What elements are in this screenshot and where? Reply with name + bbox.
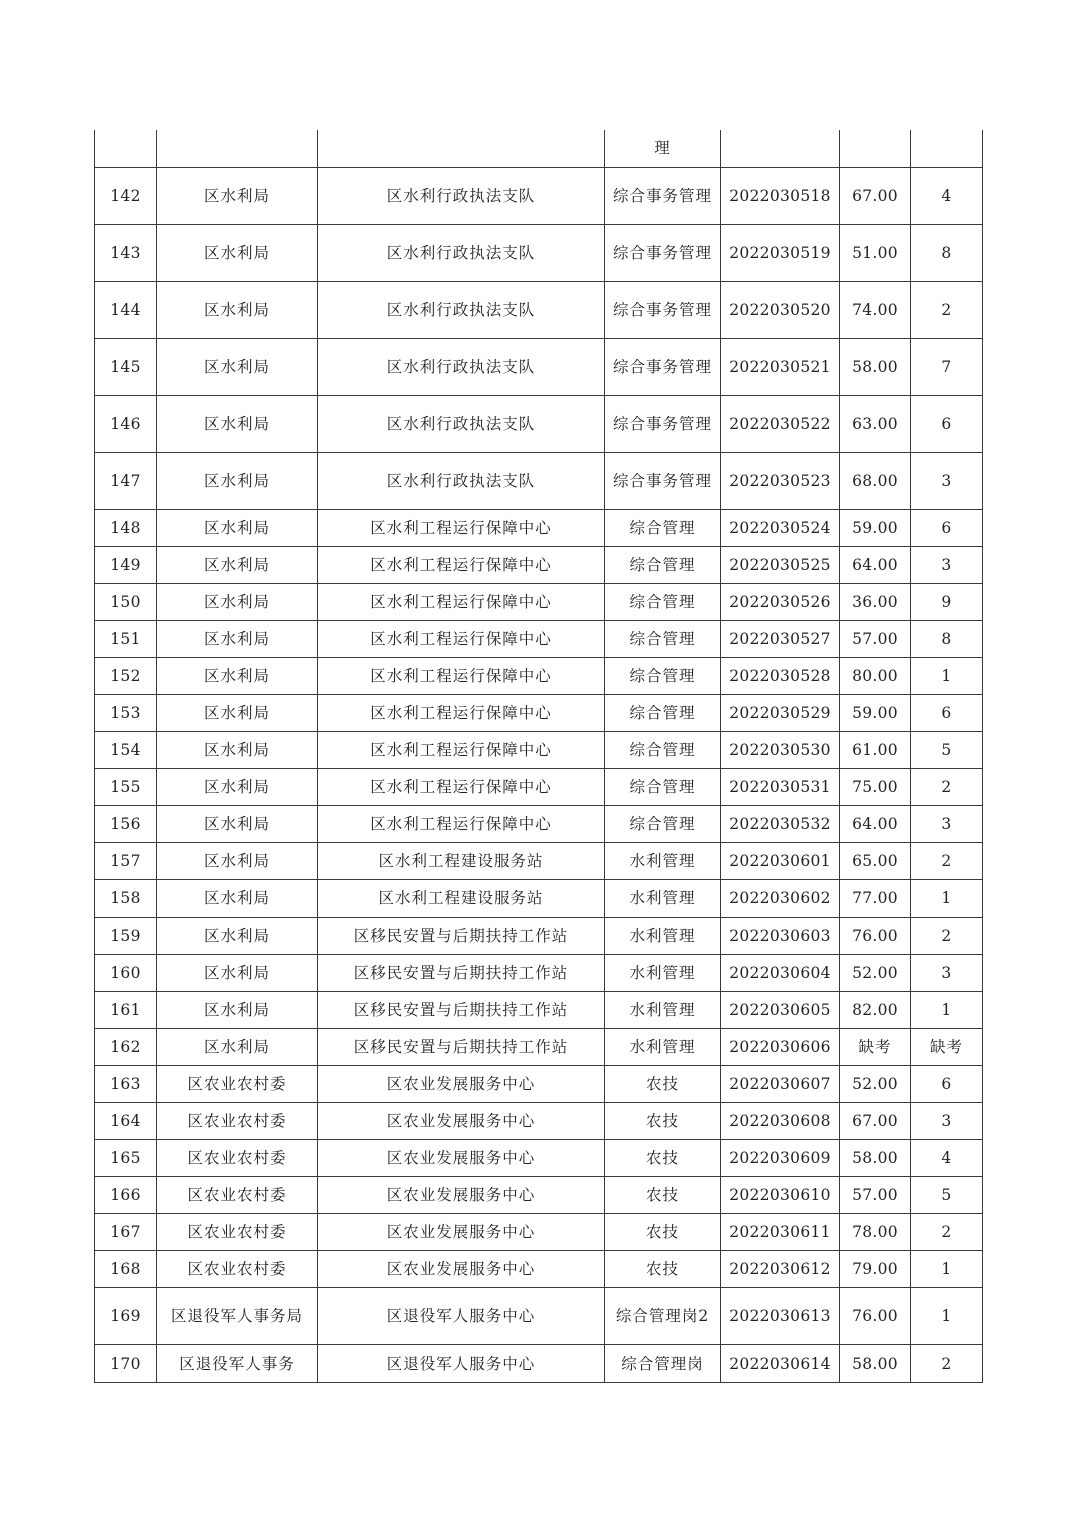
ticket-cell: 2022030607 (721, 1065, 840, 1102)
unit-cell: 区移民安置与后期扶持工作站 (318, 917, 605, 954)
dept-cell: 区水利局 (157, 917, 318, 954)
position-cell: 农技 (605, 1103, 721, 1140)
seq-cell: 167 (95, 1214, 157, 1251)
score-cell: 61.00 (840, 732, 911, 769)
seq-cell (95, 130, 157, 167)
position-cell: 水利管理 (605, 843, 721, 880)
position-cell: 农技 (605, 1140, 721, 1177)
unit-cell: 区水利工程运行保障中心 (318, 509, 605, 546)
dept-cell: 区水利局 (157, 1028, 318, 1065)
table-row (95, 338, 983, 395)
score-cell: 58.00 (840, 1345, 911, 1382)
unit-cell: 区移民安置与后期扶持工作站 (318, 954, 605, 991)
unit-cell: 区农业发展服务中心 (318, 1140, 605, 1177)
table-row (95, 1345, 983, 1382)
rank-cell: 1 (911, 991, 983, 1028)
position-cell: 综合事务管理 (605, 167, 721, 224)
seq-cell: 162 (95, 1028, 157, 1065)
continuation-row (95, 130, 983, 167)
score-cell: 64.00 (840, 546, 911, 583)
ticket-cell: 2022030604 (721, 954, 840, 991)
position-cell: 综合管理 (605, 694, 721, 731)
ticket-cell: 2022030610 (721, 1177, 840, 1214)
table-row (95, 281, 983, 338)
results-table (94, 130, 983, 1383)
dept-cell: 区水利局 (157, 281, 318, 338)
position-cell: 综合事务管理 (605, 224, 721, 281)
table-row (95, 1028, 983, 1065)
seq-cell: 161 (95, 991, 157, 1028)
table-row (95, 843, 983, 880)
table-row (95, 1065, 983, 1102)
seq-cell: 145 (95, 338, 157, 395)
score-cell: 80.00 (840, 657, 911, 694)
score-cell: 57.00 (840, 1177, 911, 1214)
unit-cell: 区退役军人服务中心 (318, 1288, 605, 1345)
rank-cell: 8 (911, 224, 983, 281)
score-cell: 36.00 (840, 583, 911, 620)
ticket-cell: 2022030613 (721, 1288, 840, 1345)
seq-cell: 151 (95, 620, 157, 657)
unit-cell: 区水利工程运行保障中心 (318, 732, 605, 769)
seq-cell: 146 (95, 395, 157, 452)
dept-cell: 区水利局 (157, 509, 318, 546)
position-cell: 理 (605, 130, 721, 167)
score-cell: 59.00 (840, 694, 911, 731)
score-cell: 77.00 (840, 880, 911, 917)
score-cell: 67.00 (840, 1103, 911, 1140)
unit-cell: 区水利行政执法支队 (318, 224, 605, 281)
rank-cell: 7 (911, 338, 983, 395)
rank-cell: 2 (911, 843, 983, 880)
position-cell: 综合管理 (605, 732, 721, 769)
dept-cell: 区水利局 (157, 224, 318, 281)
ticket-cell: 2022030524 (721, 509, 840, 546)
seq-cell: 170 (95, 1345, 157, 1382)
rank-cell: 1 (911, 1251, 983, 1288)
dept-cell: 区退役军人事务局 (157, 1288, 318, 1345)
ticket-cell: 2022030614 (721, 1345, 840, 1382)
position-cell: 综合管理岗2 (605, 1288, 721, 1345)
unit-cell: 区水利行政执法支队 (318, 167, 605, 224)
dept-cell (157, 130, 318, 167)
ticket-cell: 2022030531 (721, 769, 840, 806)
unit-cell: 区移民安置与后期扶持工作站 (318, 991, 605, 1028)
table-row (95, 769, 983, 806)
rank-cell: 3 (911, 954, 983, 991)
rank-cell: 2 (911, 1214, 983, 1251)
unit-cell (318, 130, 605, 167)
rank-cell: 4 (911, 1140, 983, 1177)
table-row (95, 620, 983, 657)
unit-cell: 区移民安置与后期扶持工作站 (318, 1028, 605, 1065)
ticket-cell: 2022030523 (721, 452, 840, 509)
seq-cell: 142 (95, 167, 157, 224)
position-cell: 综合管理 (605, 509, 721, 546)
score-cell: 64.00 (840, 806, 911, 843)
unit-cell: 区水利工程运行保障中心 (318, 657, 605, 694)
seq-cell: 157 (95, 843, 157, 880)
unit-cell: 区农业发展服务中心 (318, 1251, 605, 1288)
dept-cell: 区水利局 (157, 657, 318, 694)
results-table-body (95, 130, 983, 1382)
position-cell: 农技 (605, 1065, 721, 1102)
table-row (95, 657, 983, 694)
rank-cell: 3 (911, 452, 983, 509)
table-row (95, 509, 983, 546)
rank-cell: 5 (911, 732, 983, 769)
score-cell (840, 130, 911, 167)
dept-cell: 区农业农村委 (157, 1177, 318, 1214)
table-row (95, 1251, 983, 1288)
seq-cell: 168 (95, 1251, 157, 1288)
position-cell: 综合管理岗 (605, 1345, 721, 1382)
position-cell: 农技 (605, 1177, 721, 1214)
ticket-cell: 2022030603 (721, 917, 840, 954)
seq-cell: 155 (95, 769, 157, 806)
position-cell: 综合管理 (605, 546, 721, 583)
score-cell: 63.00 (840, 395, 911, 452)
dept-cell: 区水利局 (157, 546, 318, 583)
unit-cell: 区水利行政执法支队 (318, 452, 605, 509)
dept-cell: 区水利局 (157, 806, 318, 843)
score-cell: 缺考 (840, 1028, 911, 1065)
ticket-cell: 2022030529 (721, 694, 840, 731)
unit-cell: 区农业发展服务中心 (318, 1065, 605, 1102)
rank-cell: 1 (911, 1288, 983, 1345)
score-cell: 68.00 (840, 452, 911, 509)
unit-cell: 区水利行政执法支队 (318, 395, 605, 452)
position-cell: 综合管理 (605, 769, 721, 806)
unit-cell: 区农业发展服务中心 (318, 1177, 605, 1214)
unit-cell: 区水利工程运行保障中心 (318, 806, 605, 843)
dept-cell: 区农业农村委 (157, 1103, 318, 1140)
table-row (95, 1288, 983, 1345)
dept-cell: 区农业农村委 (157, 1140, 318, 1177)
ticket-cell: 2022030530 (721, 732, 840, 769)
dept-cell: 区水利局 (157, 843, 318, 880)
dept-cell: 区水利局 (157, 991, 318, 1028)
score-cell: 75.00 (840, 769, 911, 806)
unit-cell: 区水利工程建设服务站 (318, 880, 605, 917)
rank-cell: 3 (911, 1103, 983, 1140)
dept-cell: 区水利局 (157, 583, 318, 620)
score-cell: 78.00 (840, 1214, 911, 1251)
table-row (95, 1177, 983, 1214)
position-cell: 水利管理 (605, 991, 721, 1028)
position-cell: 农技 (605, 1214, 721, 1251)
rank-cell: 1 (911, 657, 983, 694)
unit-cell: 区水利工程运行保障中心 (318, 546, 605, 583)
unit-cell: 区水利工程运行保障中心 (318, 694, 605, 731)
unit-cell: 区水利工程运行保障中心 (318, 583, 605, 620)
position-cell: 水利管理 (605, 880, 721, 917)
position-cell: 综合管理 (605, 583, 721, 620)
ticket-cell: 2022030528 (721, 657, 840, 694)
dept-cell: 区水利局 (157, 954, 318, 991)
dept-cell: 区水利局 (157, 769, 318, 806)
score-cell: 58.00 (840, 338, 911, 395)
table-row (95, 1214, 983, 1251)
table-row (95, 546, 983, 583)
rank-cell: 1 (911, 880, 983, 917)
score-cell: 82.00 (840, 991, 911, 1028)
table-row (95, 732, 983, 769)
unit-cell: 区水利行政执法支队 (318, 338, 605, 395)
position-cell: 综合事务管理 (605, 452, 721, 509)
rank-cell (911, 130, 983, 167)
table-row (95, 395, 983, 452)
score-cell: 74.00 (840, 281, 911, 338)
ticket-cell: 2022030526 (721, 583, 840, 620)
dept-cell: 区水利局 (157, 395, 318, 452)
ticket-cell: 2022030519 (721, 224, 840, 281)
seq-cell: 164 (95, 1103, 157, 1140)
rank-cell: 6 (911, 694, 983, 731)
dept-cell: 区水利局 (157, 694, 318, 731)
ticket-cell (721, 130, 840, 167)
ticket-cell: 2022030518 (721, 167, 840, 224)
dept-cell: 区水利局 (157, 452, 318, 509)
table-row (95, 806, 983, 843)
unit-cell: 区水利行政执法支队 (318, 281, 605, 338)
rank-cell: 5 (911, 1177, 983, 1214)
seq-cell: 165 (95, 1140, 157, 1177)
unit-cell: 区农业发展服务中心 (318, 1103, 605, 1140)
score-cell: 76.00 (840, 1288, 911, 1345)
table-row (95, 167, 983, 224)
seq-cell: 156 (95, 806, 157, 843)
seq-cell: 159 (95, 917, 157, 954)
table-row (95, 1103, 983, 1140)
table-row (95, 1140, 983, 1177)
unit-cell: 区水利工程运行保障中心 (318, 620, 605, 657)
ticket-cell: 2022030605 (721, 991, 840, 1028)
seq-cell: 153 (95, 694, 157, 731)
seq-cell: 143 (95, 224, 157, 281)
rank-cell: 9 (911, 583, 983, 620)
rank-cell: 2 (911, 1345, 983, 1382)
ticket-cell: 2022030601 (721, 843, 840, 880)
position-cell: 综合管理 (605, 806, 721, 843)
ticket-cell: 2022030525 (721, 546, 840, 583)
rank-cell: 2 (911, 769, 983, 806)
position-cell: 水利管理 (605, 954, 721, 991)
table-row (95, 694, 983, 731)
dept-cell: 区农业农村委 (157, 1065, 318, 1102)
seq-cell: 150 (95, 583, 157, 620)
position-cell: 综合管理 (605, 657, 721, 694)
score-cell: 52.00 (840, 1065, 911, 1102)
score-cell: 76.00 (840, 917, 911, 954)
seq-cell: 148 (95, 509, 157, 546)
seq-cell: 158 (95, 880, 157, 917)
ticket-cell: 2022030606 (721, 1028, 840, 1065)
rank-cell: 2 (911, 281, 983, 338)
score-cell: 67.00 (840, 167, 911, 224)
seq-cell: 144 (95, 281, 157, 338)
position-cell: 综合事务管理 (605, 281, 721, 338)
position-cell: 综合事务管理 (605, 395, 721, 452)
ticket-cell: 2022030522 (721, 395, 840, 452)
dept-cell: 区农业农村委 (157, 1251, 318, 1288)
seq-cell: 160 (95, 954, 157, 991)
dept-cell: 区水利局 (157, 167, 318, 224)
seq-cell: 149 (95, 546, 157, 583)
ticket-cell: 2022030520 (721, 281, 840, 338)
score-cell: 65.00 (840, 843, 911, 880)
unit-cell: 区退役军人服务中心 (318, 1345, 605, 1382)
position-cell: 农技 (605, 1251, 721, 1288)
score-cell: 58.00 (840, 1140, 911, 1177)
rank-cell: 8 (911, 620, 983, 657)
rank-cell: 3 (911, 546, 983, 583)
table-row (95, 452, 983, 509)
table-row (95, 880, 983, 917)
position-cell: 综合管理 (605, 620, 721, 657)
rank-cell: 4 (911, 167, 983, 224)
rank-cell: 6 (911, 509, 983, 546)
rank-cell: 6 (911, 1065, 983, 1102)
table-row (95, 954, 983, 991)
unit-cell: 区农业发展服务中心 (318, 1214, 605, 1251)
position-cell: 综合事务管理 (605, 338, 721, 395)
dept-cell: 区水利局 (157, 880, 318, 917)
unit-cell: 区水利工程建设服务站 (318, 843, 605, 880)
ticket-cell: 2022030609 (721, 1140, 840, 1177)
score-cell: 79.00 (840, 1251, 911, 1288)
unit-cell: 区水利工程运行保障中心 (318, 769, 605, 806)
seq-cell: 166 (95, 1177, 157, 1214)
table-row (95, 917, 983, 954)
score-cell: 59.00 (840, 509, 911, 546)
table-row (95, 583, 983, 620)
seq-cell: 152 (95, 657, 157, 694)
position-cell: 水利管理 (605, 917, 721, 954)
ticket-cell: 2022030602 (721, 880, 840, 917)
seq-cell: 154 (95, 732, 157, 769)
position-cell: 水利管理 (605, 1028, 721, 1065)
dept-cell: 区退役军人事务 (157, 1345, 318, 1382)
seq-cell: 169 (95, 1288, 157, 1345)
table-row (95, 224, 983, 281)
ticket-cell: 2022030532 (721, 806, 840, 843)
rank-cell: 3 (911, 806, 983, 843)
score-cell: 51.00 (840, 224, 911, 281)
score-cell: 57.00 (840, 620, 911, 657)
ticket-cell: 2022030521 (721, 338, 840, 395)
seq-cell: 163 (95, 1065, 157, 1102)
dept-cell: 区水利局 (157, 732, 318, 769)
seq-cell: 147 (95, 452, 157, 509)
dept-cell: 区农业农村委 (157, 1214, 318, 1251)
ticket-cell: 2022030612 (721, 1251, 840, 1288)
dept-cell: 区水利局 (157, 338, 318, 395)
rank-cell: 2 (911, 917, 983, 954)
table-row (95, 991, 983, 1028)
ticket-cell: 2022030527 (721, 620, 840, 657)
rank-cell: 6 (911, 395, 983, 452)
rank-cell: 缺考 (911, 1028, 983, 1065)
ticket-cell: 2022030611 (721, 1214, 840, 1251)
score-cell: 52.00 (840, 954, 911, 991)
dept-cell: 区水利局 (157, 620, 318, 657)
ticket-cell: 2022030608 (721, 1103, 840, 1140)
